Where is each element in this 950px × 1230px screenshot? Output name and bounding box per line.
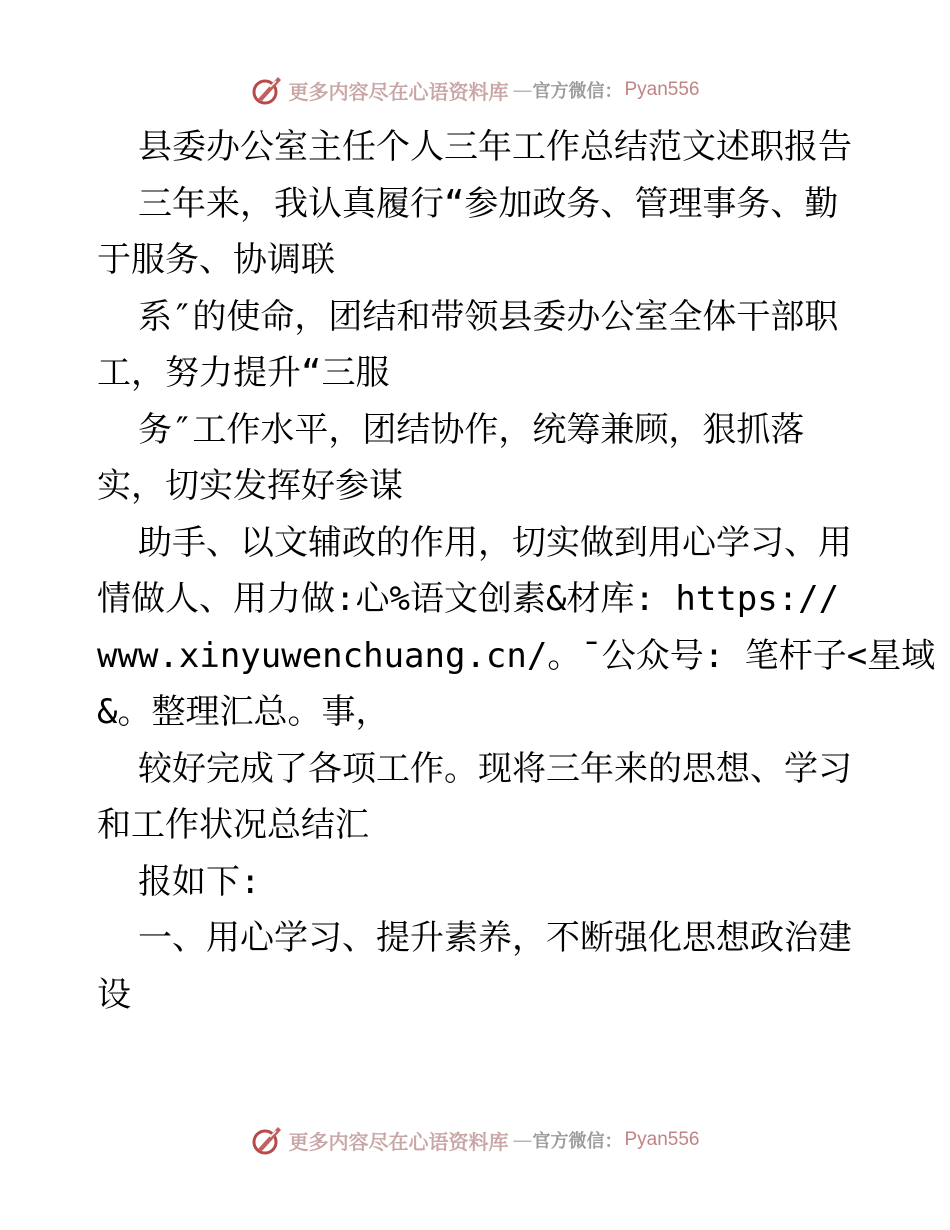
text-line: &。整理汇总。事， bbox=[97, 692, 390, 732]
watermark-wechat-label: 官方微信： bbox=[532, 81, 623, 102]
document-title: 县委办公室主任个人三年工作总结范文述职报告 bbox=[97, 127, 852, 167]
watermark-main-text: 更多内容尽在心语资料库 bbox=[288, 1129, 509, 1154]
document-body bbox=[97, 119, 936, 1023]
quill-logo-icon bbox=[250, 73, 284, 107]
watermark-main-text: 更多内容尽在心语资料库 bbox=[288, 79, 509, 104]
watermark-separator: — bbox=[512, 1128, 533, 1152]
watermark-wechat-id: Pyan556 bbox=[624, 1129, 700, 1150]
text-line: 设 bbox=[97, 974, 131, 1015]
text-line: 助手、以文辅政的作用，切实做到用心学习、用 bbox=[97, 522, 852, 563]
text-line: 和工作状况总结汇 bbox=[97, 805, 369, 845]
text-line: 情做人、用力做:心%语文创素&材库: https:// bbox=[97, 579, 840, 619]
text-line: 系″的使命，团结和带领县委办公室全体干部职 bbox=[97, 296, 839, 337]
watermark-wechat-id: Pyan556 bbox=[624, 79, 700, 100]
text-line: 于服务、协调联 bbox=[97, 240, 335, 280]
watermark-wechat-label: 官方微信： bbox=[532, 1131, 623, 1152]
footer-watermark bbox=[0, 1120, 950, 1160]
quill-logo-icon bbox=[250, 1123, 284, 1157]
section-heading: 一、用心学习、提升素养，不断强化思想政治建 bbox=[97, 918, 852, 958]
text-line: 报如下: bbox=[97, 861, 261, 902]
text-line: 工，努力提升“三服 bbox=[97, 353, 390, 393]
text-line: 务″工作水平，团结协作，统筹兼顾，狠抓落 bbox=[97, 409, 805, 450]
text-line: 三年来，我认真履行“参加政务、管理事务、勤 bbox=[97, 183, 839, 224]
header-watermark bbox=[0, 70, 950, 110]
text-line: 较好完成了各项工作。现将三年来的思想、学习 bbox=[97, 748, 852, 789]
watermark-separator: — bbox=[512, 78, 533, 102]
text-line: www.xinyuwenchuang.cn/。¯公众号: 笔杆子<星域 bbox=[97, 635, 936, 676]
text-line: 实，切实发挥好参谋 bbox=[97, 466, 403, 506]
